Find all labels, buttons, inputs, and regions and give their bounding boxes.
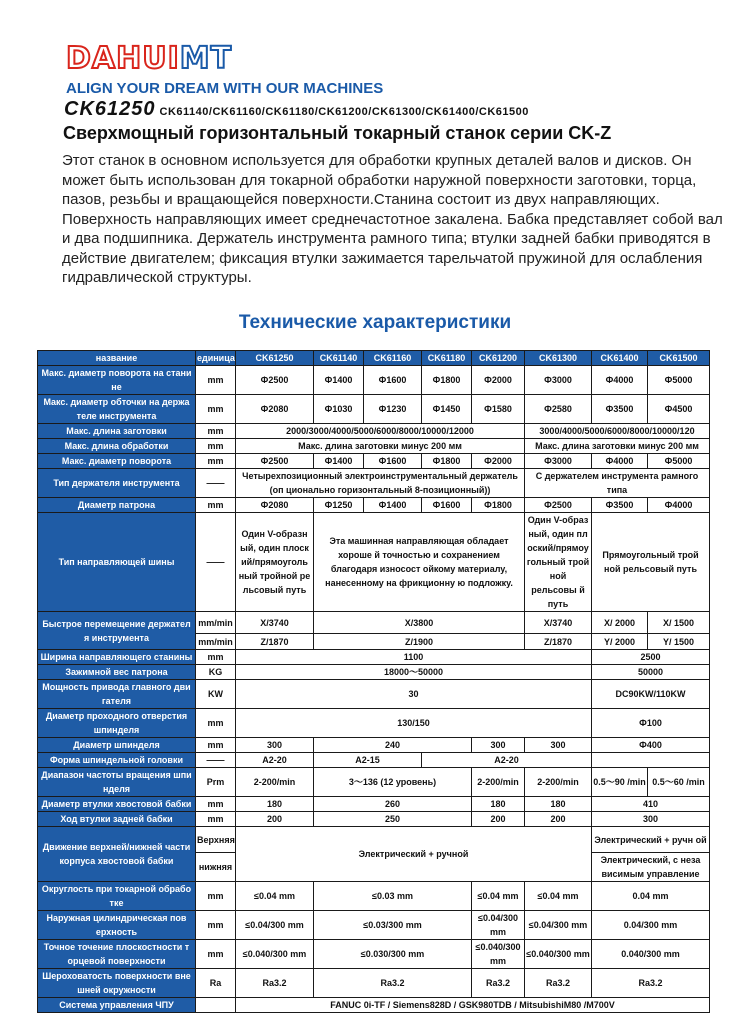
table-cell: Ф2080	[236, 395, 314, 424]
row-label: Диаметр втулки хвостовой бабки	[38, 797, 196, 812]
table-row	[38, 812, 710, 827]
table-cell: mm	[196, 709, 236, 738]
table-cell: DC90KW/110KW	[592, 680, 710, 709]
table-cell: Ф3500	[592, 395, 648, 424]
table-cell: 2000/3000/4000/5000/6000/8000/10000/12000	[236, 424, 525, 439]
table-cell: X/3740	[525, 612, 592, 634]
table-cell: 180	[472, 797, 525, 812]
table-cell: нижняя	[196, 853, 236, 882]
table-cell: 18000～50000	[236, 665, 592, 680]
table-cell: Ф1600	[364, 454, 422, 469]
table-row	[38, 940, 710, 969]
table-row	[38, 709, 710, 738]
row-label: Диаметр шпинделя	[38, 738, 196, 753]
row-label: Форма шпиндельной головки	[38, 753, 196, 768]
table-cell: Ф4000	[592, 366, 648, 395]
table-cell: mm	[196, 424, 236, 439]
table-cell: ≤0.04/300 mm	[472, 911, 525, 940]
table-cell: A2-15	[314, 753, 422, 768]
table-cell: Y/ 2000	[592, 634, 648, 650]
table-cell: ≤0.04/300 mm	[525, 911, 592, 940]
table-cell: mm	[196, 366, 236, 395]
table-cell: 180	[525, 797, 592, 812]
table-cell: 200	[236, 812, 314, 827]
table-cell	[196, 998, 236, 1013]
table-cell: 260	[314, 797, 472, 812]
table-cell: mm	[196, 911, 236, 940]
table-row	[38, 797, 710, 812]
table-cell: Прямоугольный трой ной рельсовый путь	[592, 513, 710, 612]
table-row	[38, 827, 710, 853]
column-header: CK61250	[236, 351, 314, 366]
column-header: CK61300	[525, 351, 592, 366]
table-cell: A2-20	[236, 753, 314, 768]
table-cell: Ф1800	[422, 454, 472, 469]
table-cell: ≤0.03 mm	[314, 882, 472, 911]
table-row	[38, 753, 710, 768]
row-label: Быстрое перемещение держател я инструмента	[38, 612, 196, 650]
table-cell: Z/1900	[314, 634, 525, 650]
row-label: Тип держателя инструмента	[38, 469, 196, 498]
row-label: Макс. длина заготовки	[38, 424, 196, 439]
table-cell: Ф1580	[472, 395, 525, 424]
brand-slogan: ALIGN YOUR DREAM WITH OUR MACHINES	[66, 80, 384, 97]
row-label: Округлость при токарной обрабо тке	[38, 882, 196, 911]
row-label: Движение верхней/нижней части корпуса хвостовой бабки	[38, 827, 196, 882]
table-cell: Ф1600	[364, 366, 422, 395]
table-row	[38, 612, 710, 634]
table-cell: Электрический + ручной	[236, 827, 592, 882]
brand-logo	[66, 42, 232, 76]
table-cell: Ф1800	[472, 498, 525, 513]
table-row	[38, 882, 710, 911]
table-cell: Y/ 1500	[648, 634, 710, 650]
table-cell: Ra3.2	[236, 969, 314, 998]
row-label: Зажимной вес патрона	[38, 665, 196, 680]
row-label: Шероховатость поверхности вне шней окружности	[38, 969, 196, 998]
table-cell: 2500	[592, 650, 710, 665]
table-cell: Ф1250	[314, 498, 364, 513]
table-cell: 130/150	[236, 709, 592, 738]
table-cell: Четырехпозиционный электроинструментальный держатель (оп циональнo горизонтальный 8-позиционный))	[236, 469, 525, 498]
table-cell: Ra	[196, 969, 236, 998]
table-cell: 2-200/min	[525, 768, 592, 797]
table-cell: Ф100	[592, 709, 710, 738]
table-cell: ≤0.040/300 mm	[472, 940, 525, 969]
table-row	[38, 454, 710, 469]
table-cell: ≤0.04/300 mm	[236, 911, 314, 940]
table-cell: Ф2000	[472, 454, 525, 469]
table-cell: X/ 1500	[648, 612, 710, 634]
table-row	[38, 650, 710, 665]
table-cell: mm	[196, 498, 236, 513]
table-cell: 300	[236, 738, 314, 753]
table-cell: Один V-образн ый, один плоск ий/прямоуголь ный тройной ре льсовый путь	[236, 513, 314, 612]
table-row	[38, 969, 710, 998]
table-row	[38, 395, 710, 424]
table-cell: ≤0.04 mm	[525, 882, 592, 911]
row-label: Диапазон частоты вращения шпи нделя	[38, 768, 196, 797]
table-cell: 0.04 mm	[592, 882, 710, 911]
column-header: CK61140	[314, 351, 364, 366]
table-cell: Prm	[196, 768, 236, 797]
table-cell: Один V-образ ный, один пл оский/прямоу гольный трой ной рельсовы й путь	[525, 513, 592, 612]
table-cell: 200	[525, 812, 592, 827]
table-cell: 2-200/min	[236, 768, 314, 797]
table-cell: ≤0.040/300 mm	[236, 940, 314, 969]
table-cell: Z/1870	[525, 634, 592, 650]
table-cell: mm	[196, 940, 236, 969]
table-cell: Ф2500	[236, 366, 314, 395]
spec-table	[37, 350, 710, 1013]
table-cell: Электрический, с неза висимым управление	[592, 853, 710, 882]
row-label: Система управления ЧПУ	[38, 998, 196, 1013]
table-cell: Ф1450	[422, 395, 472, 424]
table-cell: Ф4500	[648, 395, 710, 424]
table-cell: 0.5～60 /min	[648, 768, 710, 797]
table-cell: mm	[196, 812, 236, 827]
logo-part-dahui: DAHUI	[66, 41, 180, 76]
table-cell: Ф3000	[525, 366, 592, 395]
table-cell: Ф2500	[525, 498, 592, 513]
row-label: Точное точение плоскостности т орцевой поверхности	[38, 940, 196, 969]
table-cell: Ra3.2	[592, 969, 710, 998]
table-row	[38, 366, 710, 395]
table-cell: X/3800	[314, 612, 525, 634]
table-cell: 200	[472, 812, 525, 827]
column-header: CK61500	[648, 351, 710, 366]
table-cell: Ф5000	[648, 366, 710, 395]
table-cell: X/3740	[236, 612, 314, 634]
main-model: CK61250	[64, 98, 156, 120]
table-row	[38, 424, 710, 439]
table-cell: Ф1230	[364, 395, 422, 424]
table-row	[38, 680, 710, 709]
column-header: CK61400	[592, 351, 648, 366]
table-row	[38, 768, 710, 797]
row-label: Диаметр проходного отверстия шпинделя	[38, 709, 196, 738]
table-row	[38, 738, 710, 753]
table-cell: ——	[196, 513, 236, 612]
table-cell: ≤0.03/300 mm	[314, 911, 472, 940]
row-label: Наружная цилиндрическая пов ерхность	[38, 911, 196, 940]
table-cell: Ф3000	[525, 454, 592, 469]
column-header: CK61160	[364, 351, 422, 366]
table-cell: mm	[196, 797, 236, 812]
table-cell: 300	[592, 812, 710, 827]
table-cell: 0.5～90 /min	[592, 768, 648, 797]
logo-part-mt: MT	[179, 41, 233, 76]
table-cell: Ф4000	[648, 498, 710, 513]
table-cell: Ф1400	[364, 498, 422, 513]
table-cell: Ф1400	[314, 366, 364, 395]
table-cell: X/ 2000	[592, 612, 648, 634]
table-cell: mm	[196, 395, 236, 424]
table-cell: Ф1030	[314, 395, 364, 424]
table-cell: 3～136 (12 уровень)	[314, 768, 472, 797]
table-cell: Ф2500	[236, 454, 314, 469]
table-cell: Ra3.2	[314, 969, 472, 998]
table-cell: Ф4000	[592, 454, 648, 469]
table-cell: 0.04/300 mm	[592, 911, 710, 940]
table-cell: ≤0.030/300 mm	[314, 940, 472, 969]
table-cell: 240	[314, 738, 472, 753]
table-cell: mm	[196, 882, 236, 911]
table-cell: 50000	[592, 665, 710, 680]
table-cell: 3000/4000/5000/6000/8000/10000/120	[525, 424, 710, 439]
table-cell: Ф1400	[314, 454, 364, 469]
table-cell: ≤0.040/300 mm	[525, 940, 592, 969]
table-cell: 410	[592, 797, 710, 812]
table-cell: Z/1870	[236, 634, 314, 650]
model-line	[64, 98, 529, 121]
table-row	[38, 998, 710, 1013]
table-cell: 250	[314, 812, 472, 827]
row-label: Тип направляющей шины	[38, 513, 196, 612]
table-cell: ≤0.04 mm	[472, 882, 525, 911]
table-cell: Ф2000	[472, 366, 525, 395]
table-cell: mm/min	[196, 634, 236, 650]
table-row	[38, 498, 710, 513]
table-cell: 1100	[236, 650, 592, 665]
table-cell: ——	[196, 753, 236, 768]
table-cell: 300	[525, 738, 592, 753]
table-cell: Ф2080	[236, 498, 314, 513]
table-row	[38, 911, 710, 940]
table-cell: Ф5000	[648, 454, 710, 469]
table-cell: mm	[196, 650, 236, 665]
table-cell: Ф2580	[525, 395, 592, 424]
table-cell: 30	[236, 680, 592, 709]
table-cell: Верхняя	[196, 827, 236, 853]
table-cell: Ф1800	[422, 366, 472, 395]
table-cell: Ra3.2	[472, 969, 525, 998]
table-cell: С держателем инструмента рамного типа	[525, 469, 710, 498]
table-row	[38, 469, 710, 498]
table-cell: Макс. длина заготовки минус 200 мм	[236, 439, 525, 454]
table-cell: 180	[236, 797, 314, 812]
row-label: Макс. диаметр обточки на держа теле инструмента	[38, 395, 196, 424]
intro-paragraph: Этот станок в основном используется для обработки крупных деталей валов и дисков. Он может быть использован для токарной обработки наружной поверхности заготовки, торца, пазов, резьбы и вращающейся поверхности.Станина состоит из двух направляющих. Поверхность направляющих имеет среднечастотное закалена. Бабка представляет собой вал и два подшипника. Держатель инструмента рамного типа; втулки задней бабки приводятся в действие двигателем; фиксация втулки зажимается тарельчатой пружиной для ослабления гидравлической структуры.	[62, 152, 723, 286]
table-cell: ≤0.04 mm	[236, 882, 314, 911]
table-header-row	[38, 351, 710, 366]
table-cell: KG	[196, 665, 236, 680]
table-cell: Ф400	[592, 738, 710, 753]
table-row	[38, 665, 710, 680]
table-cell: Макс. длина заготовки минус 200 мм	[525, 439, 710, 454]
section-title: Технические характеристики	[238, 312, 512, 333]
row-label: Ход втулки задней бабки	[38, 812, 196, 827]
table-cell: Ф3500	[592, 498, 648, 513]
row-label: Ширина направляющего станины	[38, 650, 196, 665]
table-cell: 0.040/300 mm	[592, 940, 710, 969]
table-cell: Электрический + ручн ой	[592, 827, 710, 853]
table-cell: 2-200/min	[472, 768, 525, 797]
page-title: Сверхмощный горизонтальный токарный станок серии CK-Z	[63, 123, 612, 143]
table-cell: Эта машинная направляющая обладает хороше й точностью и сохранением благодаря износост ойкому материалу, нанесенному на фрикционну ю подложку.	[314, 513, 525, 612]
table-row	[38, 513, 710, 612]
row-label: Мощность привода главного дви гателя	[38, 680, 196, 709]
column-header: CK61200	[472, 351, 525, 366]
table-cell: A2-20	[422, 753, 592, 768]
table-cell: mm	[196, 454, 236, 469]
table-cell: mm/min	[196, 612, 236, 634]
row-label: Макс. диаметр поворота на стани не	[38, 366, 196, 395]
row-label: Макс. длина обработки	[38, 439, 196, 454]
row-label: Макс. диаметр поворота	[38, 454, 196, 469]
table-cell: 300	[472, 738, 525, 753]
table-cell: KW	[196, 680, 236, 709]
table-row	[38, 439, 710, 454]
table-cell: mm	[196, 439, 236, 454]
column-header: CK61180	[422, 351, 472, 366]
table-cell	[592, 753, 710, 768]
row-label: Диаметр патрона	[38, 498, 196, 513]
column-header: единица	[196, 351, 236, 366]
table-cell: mm	[196, 738, 236, 753]
table-cell: ——	[196, 469, 236, 498]
table-cell: Ф1600	[422, 498, 472, 513]
column-header: название	[38, 351, 196, 366]
other-models: CK61140/CK61160/CK61180/CK61200/CK61300/CK61400/CK61500	[159, 106, 529, 118]
table-cell: FANUC 0i-TF / Siemens828D / GSK980TDB / MitsubishiM80 /M700V	[236, 998, 710, 1013]
table-cell: Ra3.2	[525, 969, 592, 998]
